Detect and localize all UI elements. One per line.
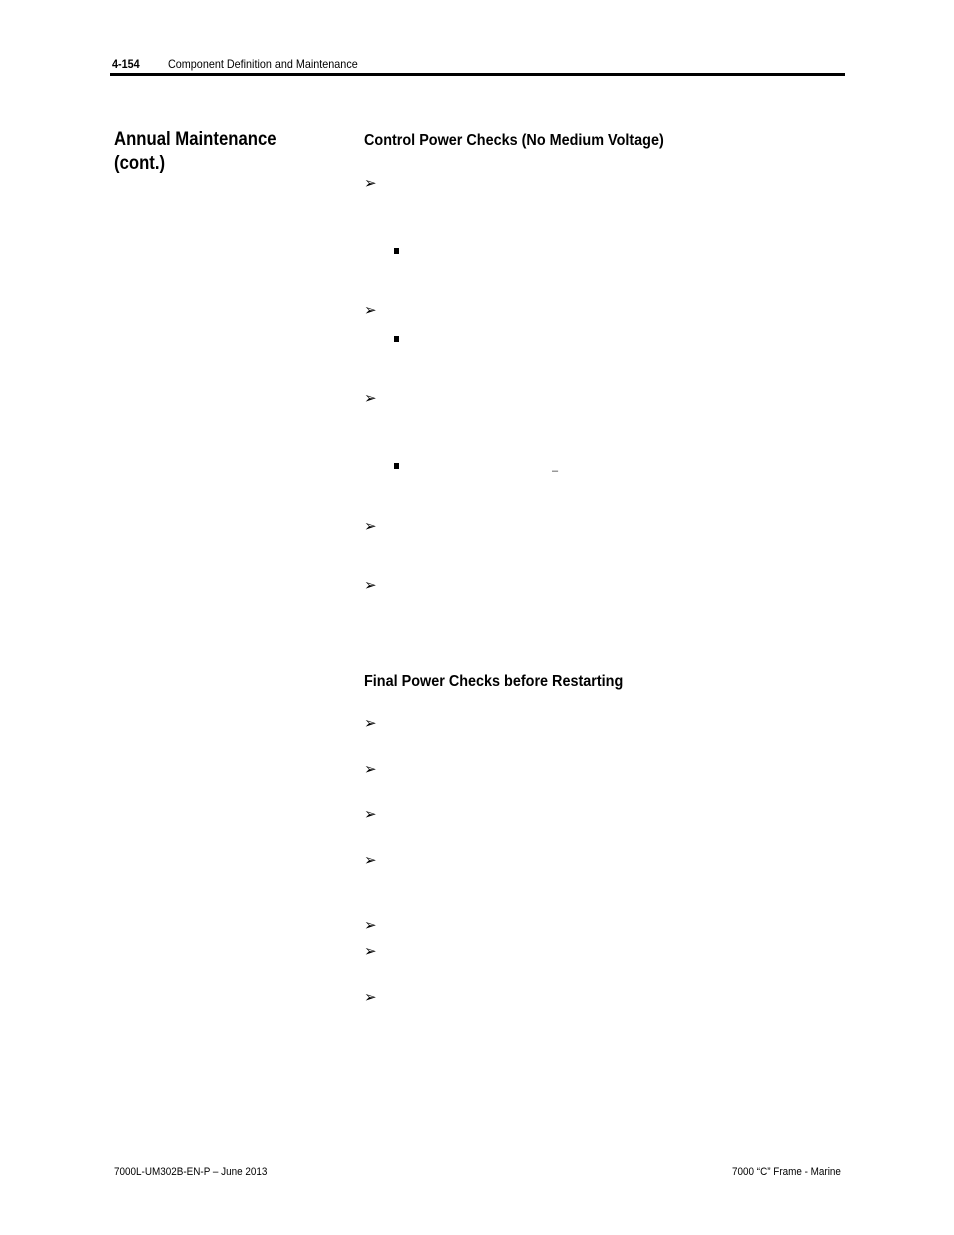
arrow-bullet-icon: ➢ (364, 577, 377, 594)
square-bullet-icon (394, 248, 399, 254)
arrow-bullet-icon: ➢ (364, 943, 377, 960)
side-heading-line-2: (cont.) (114, 153, 166, 174)
arrow-bullet-icon: ➢ (364, 917, 377, 934)
arrow-bullet-icon: ➢ (364, 761, 377, 778)
arrow-bullet-icon: ➢ (364, 806, 377, 823)
arrow-bullet-icon: ➢ (364, 852, 377, 869)
footer-product: 7000 “C” Frame - Marine (732, 1166, 841, 1178)
arrow-bullet-icon: ➢ (364, 175, 377, 192)
final-power-checks-heading: Final Power Checks before Restarting (364, 673, 624, 690)
side-heading (114, 128, 316, 176)
chapter-title: Component Definition and Maintenance (168, 57, 358, 71)
square-bullet-icon (394, 463, 399, 469)
footer-publication: 7000L-UM302B-EN-P – June 2013 (114, 1166, 268, 1178)
dash-mark: – (552, 465, 559, 477)
square-bullet-icon (394, 336, 399, 342)
arrow-bullet-icon: ➢ (364, 390, 377, 407)
control-power-checks-heading: Control Power Checks (No Medium Voltage) (364, 132, 664, 149)
page-number: 4-154 (112, 57, 140, 71)
side-heading-line-1: Annual Maintenance (114, 129, 277, 150)
header-rule (110, 73, 845, 76)
arrow-bullet-icon: ➢ (364, 518, 377, 535)
arrow-bullet-icon: ➢ (364, 715, 377, 732)
arrow-bullet-icon: ➢ (364, 302, 377, 319)
arrow-bullet-icon: ➢ (364, 989, 377, 1006)
